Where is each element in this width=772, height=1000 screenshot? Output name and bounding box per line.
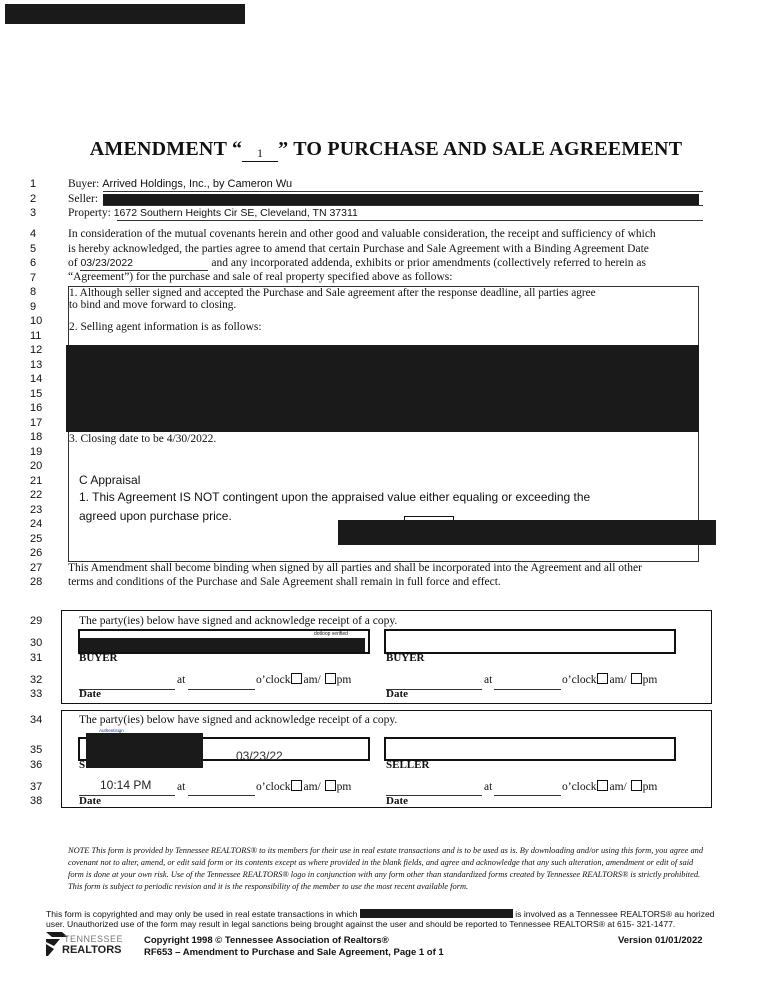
buyer-underline [103, 191, 703, 192]
recital-line-1: In consideration of the mutual covenants herein and other good and valuable consideration, the receipt and sufficiency of which [68, 228, 656, 240]
seller-signed-time: 10:14 PM [100, 778, 152, 792]
line-number: 7 [30, 272, 37, 284]
seller-time-line-1 [188, 795, 255, 796]
authentisign-badge: Authentisign [99, 728, 124, 733]
buyer-ampm-2: o’clock am/ pm [562, 674, 658, 686]
line-number: 14 [30, 373, 43, 385]
buyer-ampm-1: o’clock am/ pm [256, 674, 352, 686]
appraisal-heading: C Appraisal [79, 473, 141, 487]
line-number: 17 [30, 417, 43, 429]
line-number: 27 [30, 562, 43, 574]
line-number: 20 [30, 460, 43, 472]
recital-line-3: of 03/23/2022 and any incorporated addenda, exhibits or prior amendments (collectively referred to herein as [68, 257, 646, 269]
buyer-date-label-1: Date [79, 688, 101, 700]
line-number: 6 [30, 257, 37, 269]
seller-time-line-2 [494, 795, 561, 796]
line-number: 18 [30, 431, 43, 443]
buyer-label-1: BUYER [79, 652, 118, 664]
line-number: 23 [30, 504, 43, 516]
line-number: 24 [30, 518, 43, 530]
line-number: 5 [30, 243, 37, 255]
property-value: 1672 Southern Heights Cir SE, Cleveland, TN 37311 [113, 207, 358, 219]
seller-at-1: at [177, 781, 186, 793]
seller-signed-date: 03/23/22 [236, 749, 283, 763]
form-version: Version 01/01/2022 [618, 935, 703, 946]
property-line: Property: 1672 Southern Heights Cir SE, Cleveland, TN 37311 [68, 207, 358, 219]
tennessee-realtors-logo [46, 932, 136, 958]
line-number: 36 [30, 759, 43, 771]
member-name-redaction [360, 909, 513, 918]
line-number: 8 [30, 286, 37, 298]
buyer-at-2: at [484, 674, 493, 686]
appraisal-line-1: 1. This Agreement IS NOT contingent upon the appraised value either equaling or exceeding the [79, 490, 591, 504]
copyright-line-1: This form is copyrighted and may only be used in real estate transactions in which is involved as a Tennessee REALTORS® au horized [46, 909, 715, 919]
line-number: 22 [30, 489, 43, 501]
term-2: 2. Selling agent information is as follows: [69, 321, 262, 333]
buyer-line: Buyer: Arrived Holdings, Inc., by Cameron Wu [68, 178, 293, 190]
line-number: 9 [30, 301, 37, 313]
seller-ack-text: The party(ies) below have signed and acknowledge receipt of a copy. [79, 714, 398, 726]
line-number: 33 [30, 688, 43, 700]
line-number: 28 [30, 576, 43, 588]
buyer-time-line-2 [494, 689, 561, 690]
line-number: 11 [30, 330, 42, 342]
seller-date-label-1: Date [79, 795, 101, 807]
line-number: 21 [30, 475, 43, 487]
buyer-signature-field-1[interactable] [78, 629, 370, 654]
dotloop-verified-badge: dotloop verified [314, 631, 348, 637]
pm-checkbox[interactable] [631, 673, 642, 684]
binding-line-1: This Amendment shall become binding when signed by all parties and shall be incorporated into the Agreement and all other [68, 562, 642, 574]
copyright-notice: Copyright 1998 © Tennessee Association of Realtors® [144, 935, 389, 946]
pm-checkbox[interactable] [631, 780, 642, 791]
seller-label-1: S [79, 759, 86, 771]
selling-agent-redaction [66, 345, 699, 432]
line-number: 32 [30, 674, 43, 686]
buyer-value: Arrived Holdings, Inc., by Cameron Wu [102, 178, 293, 190]
line-number: 4 [30, 228, 37, 240]
buyer-date-label-2: Date [386, 688, 408, 700]
line-number: 16 [30, 402, 43, 414]
am-checkbox[interactable] [291, 673, 302, 684]
pm-checkbox[interactable] [325, 673, 336, 684]
line-number: 1 [30, 178, 37, 190]
term-1-line-2: to bind and move forward to closing. [69, 299, 237, 311]
line-number: 30 [30, 637, 43, 649]
line-number: 13 [30, 359, 43, 371]
buyer-signature-field-2[interactable] [384, 629, 676, 654]
term-1-line-1: 1. Although seller signed and accepted the Purchase and Sale agreement after the response deadline, all parties agree [69, 287, 596, 299]
am-checkbox[interactable] [597, 780, 608, 791]
header-redaction [5, 4, 245, 24]
buyer-time-line-1 [188, 689, 255, 690]
pm-checkbox[interactable] [325, 780, 336, 791]
initials-redaction [338, 520, 716, 545]
binding-agreement-date: 03/23/2022 [80, 256, 208, 271]
seller-signature-redaction [86, 733, 203, 768]
line-number: 26 [30, 547, 43, 559]
line-number: 37 [30, 781, 43, 793]
line-number: 31 [30, 652, 43, 664]
form-note: NOTE This form is provided by Tennessee REALTORS® to its members for their use in real estate transactions and is to be used as is. By downloading and/or using this form, you agree and covenant not to alter, amend, or edit said form or its contents except as where provided in the blank fields, and agree and acknowledge that any such alteration, amendment or edit of said form is done at your own risk. Use of the Tennessee REALTORS® logo in conjunction with any form other than standardized forms created by Tennessee REALTORS® is strictly prohibited. This form is subject to periodic revision and it is the responsibility of the member to use the most recent available form. [68, 846, 704, 891]
buyer-label-2: BUYER [386, 652, 425, 664]
seller-line: Seller: [68, 193, 99, 205]
logo-text-tennessee: TENNESSEE [64, 934, 124, 944]
appraisal-line-2: agreed upon purchase price. [79, 509, 232, 523]
logo-text-realtors: REALTORS [62, 944, 122, 956]
seller-label-2: SELLER [386, 759, 430, 771]
am-checkbox[interactable] [597, 673, 608, 684]
page-title: AMENDMENT “ 1 ” TO PURCHASE AND SALE AGREEMENT [89, 138, 683, 160]
form-name: RF653 – Amendment to Purchase and Sale Agreement, Page 1 of 1 [144, 947, 444, 958]
line-number: 19 [30, 446, 43, 458]
seller-date-label-2: Date [386, 795, 408, 807]
term-3: 3. Closing date to be 4/30/2022. [69, 433, 217, 445]
seller-ampm-1: o’clock am/ pm [256, 781, 352, 793]
recital-line-2: is hereby acknowledged, the parties agree to amend that certain Purchase and Sale Agreement with a Binding Agreement Date [68, 243, 649, 255]
line-number: 25 [30, 533, 43, 545]
buyer-ack-text: The party(ies) below have signed and acknowledge receipt of a copy. [79, 615, 398, 627]
binding-line-2: terms and conditions of the Purchase and Sale Agreement shall remain in full force and effect. [68, 576, 501, 588]
line-number: 12 [30, 344, 43, 356]
recital-line-4: “Agreement”) for the purchase and sale of real property specified above as follows: [68, 271, 453, 283]
line-number: 35 [30, 744, 43, 756]
amendment-number: 1 [242, 146, 278, 162]
seller-redaction [103, 194, 699, 205]
line-number: 38 [30, 795, 43, 807]
line-number: 3 [30, 207, 37, 219]
line-number: 2 [30, 193, 37, 205]
buyer-at-1: at [177, 674, 186, 686]
buyer-signature-redaction [80, 638, 365, 652]
property-underline [117, 220, 703, 221]
seller-ampm-2: o’clock am/ pm [562, 781, 658, 793]
seller-at-2: at [484, 781, 493, 793]
copyright-line-2: user. Unauthorized use of the form may result in legal sanctions being brought against the user and should be reported to Tennessee REALTORS® at 615- 321-1477. [46, 919, 676, 929]
line-number: 34 [30, 714, 43, 726]
line-number: 29 [30, 615, 43, 627]
line-number: 15 [30, 388, 43, 400]
line-number: 10 [30, 315, 43, 327]
am-checkbox[interactable] [291, 780, 302, 791]
